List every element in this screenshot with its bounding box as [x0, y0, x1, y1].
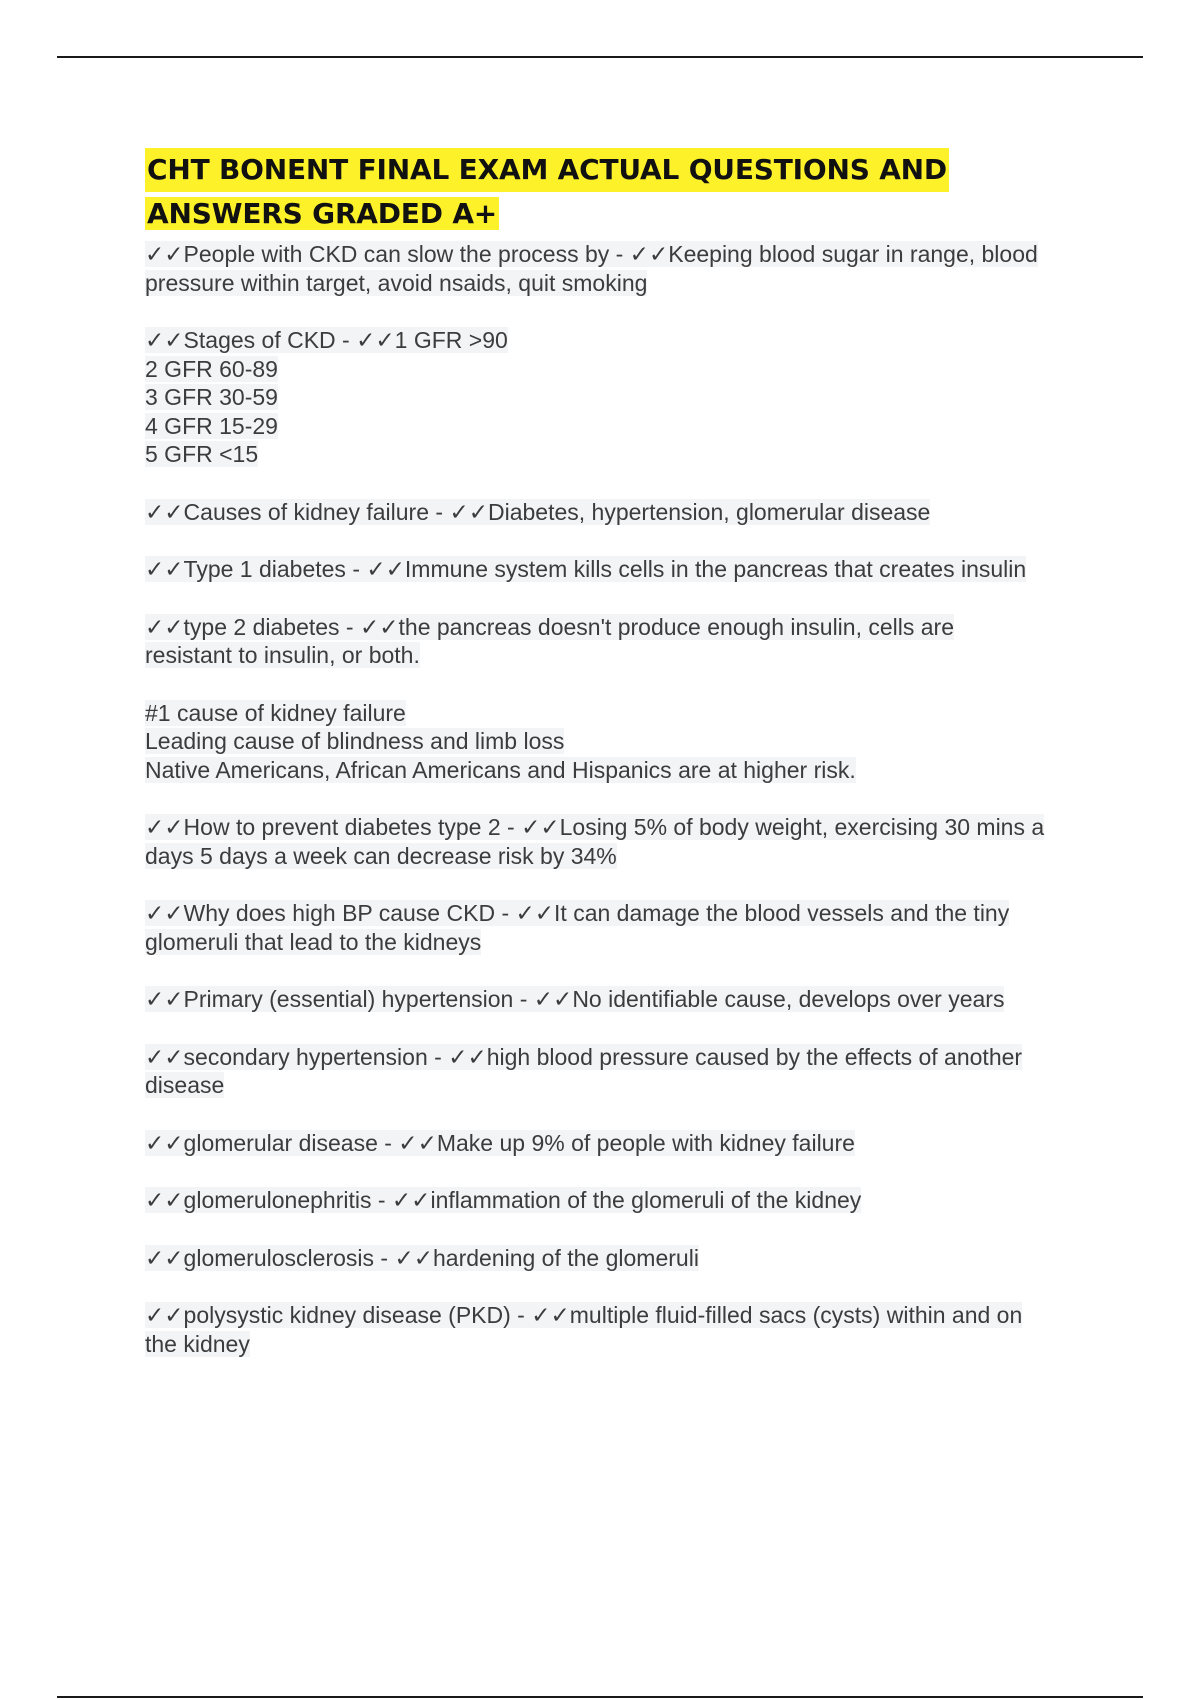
qa-line-text: disease — [145, 1072, 225, 1098]
qa-entry — [145, 1186, 1095, 1215]
title-line-2: ANSWERS GRADED A+ — [147, 197, 498, 230]
qa-line-text: ✓✓polysystic kidney disease (PKD) - ✓✓multiple fluid-filled sacs (cysts) within and on — [145, 1302, 1023, 1328]
qa-line-text: ✓✓Why does high BP cause CKD - ✓✓It can damage the blood vessels and the tiny — [145, 900, 1010, 926]
qa-entry — [145, 1129, 1095, 1158]
qa-line-text: ✓✓Causes of kidney failure - ✓✓Diabetes, hypertension, glomerular disease — [145, 498, 931, 525]
qa-entry — [145, 813, 1095, 870]
qa-line — [145, 326, 1095, 355]
qa-line — [145, 440, 1095, 469]
qa-entry — [145, 498, 1095, 527]
qa-entry — [145, 1043, 1095, 1100]
qa-entry — [145, 985, 1095, 1014]
qa-line-text: resistant to insulin, or both. — [145, 642, 420, 668]
qa-entry — [145, 899, 1095, 956]
document-body — [145, 148, 1095, 1387]
qa-line — [145, 699, 1095, 728]
qa-list — [145, 240, 1095, 1358]
qa-line — [145, 269, 1095, 298]
qa-line — [145, 756, 1095, 785]
qa-entry — [145, 555, 1095, 584]
qa-line — [145, 1043, 1095, 1072]
title-line-1: CHT BONENT FINAL EXAM ACTUAL QUESTIONS AND — [145, 148, 949, 192]
qa-line — [145, 928, 1095, 957]
qa-line-text: ✓✓People with CKD can slow the process by - ✓✓Keeping blood sugar in range, blood — [145, 241, 1038, 267]
qa-line — [145, 899, 1095, 928]
qa-line — [145, 383, 1095, 412]
qa-line — [145, 240, 1095, 269]
qa-line-text: ✓✓secondary hypertension - ✓✓high blood pressure caused by the effects of another — [145, 1043, 1023, 1070]
qa-line — [145, 1330, 1095, 1359]
qa-line-text: 4 GFR 15-29 — [145, 412, 278, 439]
qa-line-text: ✓✓Stages of CKD - ✓✓1 GFR >90 — [145, 327, 508, 353]
qa-line — [145, 1129, 1095, 1158]
qa-line — [145, 985, 1095, 1014]
qa-line-text: ✓✓How to prevent diabetes type 2 - ✓✓Losing 5% of body weight, exercising 30 mins a — [145, 814, 1045, 840]
qa-line-text: ✓✓type 2 diabetes - ✓✓the pancreas doesn't produce enough insulin, cells are — [145, 613, 955, 640]
qa-line — [145, 1244, 1095, 1273]
qa-line-text: pressure within target, avoid nsaids, quit smoking — [145, 269, 648, 296]
qa-line-text: ✓✓glomerular disease - ✓✓Make up 9% of people with kidney failure — [145, 1129, 855, 1156]
qa-line — [145, 355, 1095, 384]
qa-line-text: #1 cause of kidney failure — [145, 699, 406, 726]
qa-line-text: days 5 days a week can decrease risk by 34% — [145, 842, 617, 869]
qa-line-text: Leading cause of blindness and limb loss — [145, 728, 565, 754]
qa-entry — [145, 240, 1095, 297]
qa-entry — [145, 613, 1095, 670]
qa-entry — [145, 1244, 1095, 1273]
qa-line-text: ✓✓glomerulosclerosis - ✓✓hardening of the glomeruli — [145, 1244, 699, 1271]
qa-line — [145, 1301, 1095, 1330]
qa-entry — [145, 1301, 1095, 1358]
qa-line-text: the kidney — [145, 1330, 250, 1357]
qa-line-text: ✓✓Primary (essential) hypertension - ✓✓No identifiable cause, develops over years — [145, 986, 1005, 1012]
qa-line-text: 3 GFR 30-59 — [145, 384, 278, 410]
qa-line-text: 5 GFR <15 — [145, 441, 259, 467]
qa-line — [145, 412, 1095, 441]
qa-entry — [145, 326, 1095, 469]
qa-line — [145, 498, 1095, 527]
qa-line — [145, 1186, 1095, 1215]
top-rule — [57, 56, 1143, 58]
document-title — [145, 148, 1095, 236]
qa-line — [145, 1071, 1095, 1100]
qa-entry — [145, 699, 1095, 785]
qa-line-text: 2 GFR 60-89 — [145, 355, 278, 382]
qa-line — [145, 641, 1095, 670]
qa-line-text: ✓✓glomerulonephritis - ✓✓inflammation of the glomeruli of the kidney — [145, 1187, 862, 1213]
qa-line-text: ✓✓Type 1 diabetes - ✓✓Immune system kills cells in the pancreas that creates insulin — [145, 556, 1027, 582]
qa-line-text: glomeruli that lead to the kidneys — [145, 928, 482, 955]
qa-line-text: Native Americans, African Americans and Hispanics are at higher risk. — [145, 756, 856, 783]
qa-line — [145, 613, 1095, 642]
qa-line — [145, 555, 1095, 584]
qa-line — [145, 842, 1095, 871]
qa-line — [145, 727, 1095, 756]
bottom-rule — [57, 1696, 1143, 1698]
qa-line — [145, 813, 1095, 842]
